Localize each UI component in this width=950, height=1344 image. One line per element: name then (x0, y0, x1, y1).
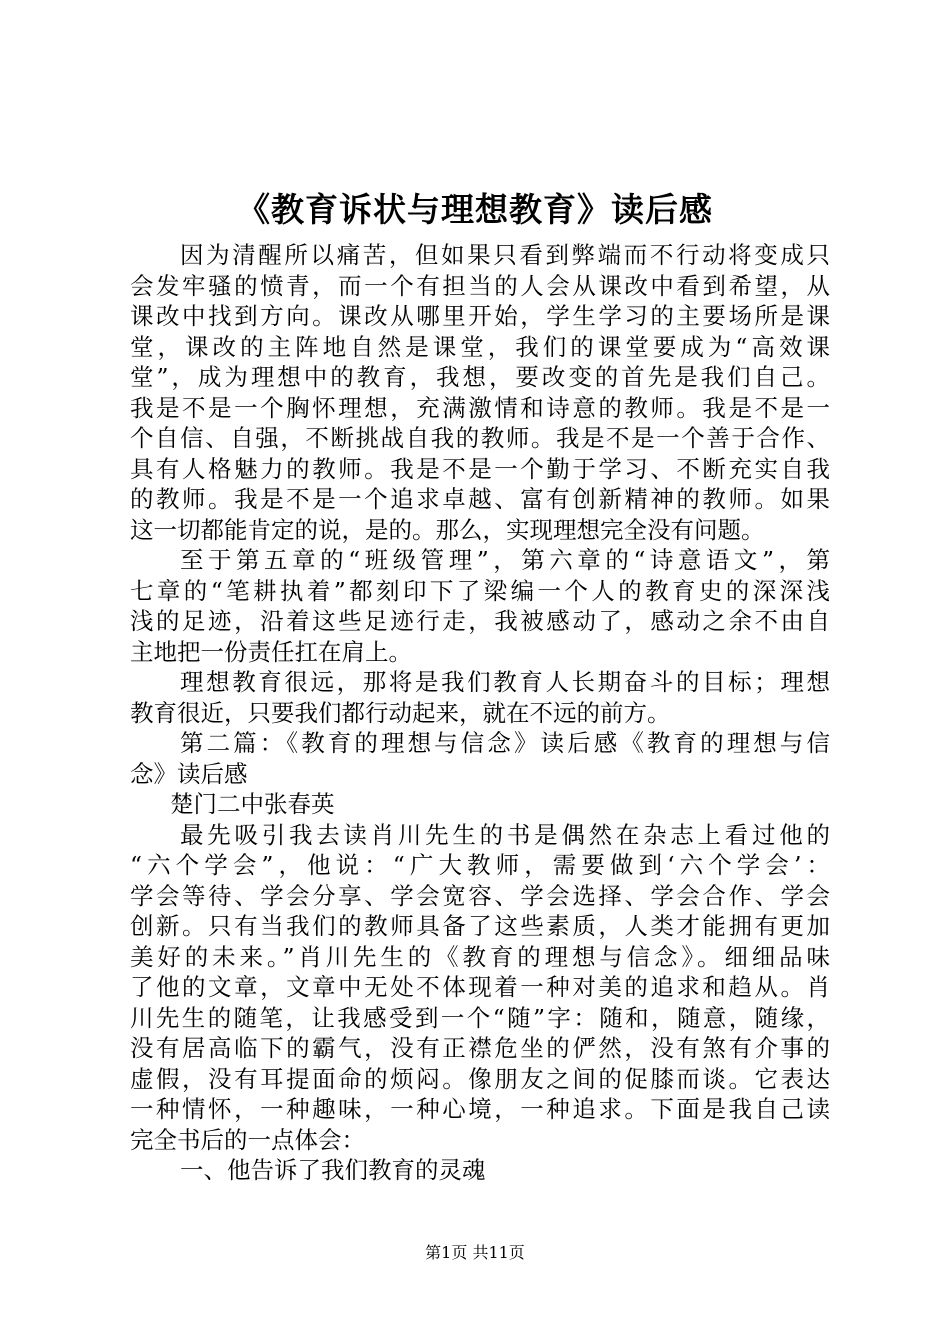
paragraph-line: 教育很近，只要我们都行动起来，就在不远的前方。 (130, 698, 671, 727)
document-body (130, 240, 830, 1186)
paragraph-line: 这一切都能肯定的说，是的。那么，实现理想完全没有问题。 (130, 515, 765, 544)
paragraph-line: 学会等待、学会分享、学会宽容、学会选择、学会合作、学会 (130, 881, 830, 910)
paragraph-line: 课改中找到方向。课改从哪里开始，学生学习的主要场所是课 (130, 302, 830, 330)
paragraph-line: 堂”，成为理想中的教育，我想，要改变的首先是我们自己。 (130, 363, 830, 391)
author-line: 楚门二中张春英 (170, 790, 335, 818)
paragraph-line: 美好的未来。”肖川先生的《教育的理想与信念》。细细品味 (130, 942, 830, 971)
paragraph-line: 因为清醒所以痛苦，但如果只看到弊端而不行动将变成只 (180, 241, 830, 269)
paragraph-line: 没有居高临下的霸气，没有正襟危坐的俨然，没有煞有介事的 (130, 1034, 830, 1062)
paragraph-line: 浅的足迹，沿着这些足迹行走，我被感动了，感动之余不由自 (130, 607, 830, 635)
paragraph-line: 堂，课改的主阵地自然是课堂，我们的课堂要成为“高效课 (130, 332, 830, 361)
document-title: 《教育诉状与理想教育》读后感 (237, 190, 713, 229)
paragraph-line: 的教师。我是不是一个追求卓越、富有创新精神的教师。如果 (130, 485, 830, 513)
second-article-heading: 第二篇：《教育的理想与信念》读后感《教育的理想与信 (180, 729, 830, 757)
paragraph-line: 个自信、自强，不断挑战自我的教师。我是不是一个善于合作、 (130, 424, 830, 452)
paragraph-line: 最先吸引我去读肖川先生的书是偶然在杂志上看过他的 (180, 820, 830, 849)
second-article-heading: 念》读后感 (130, 759, 248, 788)
paragraph-line: 川先生的随笔，让我感受到一个“随”字：随和，随意，随缘， (130, 1003, 830, 1032)
paragraph-line: 理想教育很远，那将是我们教育人长期奋斗的目标；理想 (180, 668, 830, 696)
paragraph-line: 创新。只有当我们的教师具备了这些素质，人类才能拥有更加 (130, 912, 830, 940)
paragraph-line: 虚假，没有耳提面命的烦闷。像朋友之间的促膝而谈。它表达 (130, 1064, 830, 1093)
section-heading: 一、他告诉了我们教育的灵魂 (180, 1156, 486, 1184)
paragraph-line: 主地把一份责任扛在肩上。 (130, 637, 412, 666)
paragraph-line: 一种情怀，一种趣味，一种心境，一种追求。下面是我自己读 (130, 1095, 830, 1123)
page-footer: 第1页 共11页 (425, 1243, 525, 1262)
paragraph-line: 至于第五章的“班级管理”，第六章的“诗意语文”，第 (180, 546, 830, 574)
paragraph-line: 会发牢骚的愤青，而一个有担当的人会从课改中看到希望，从 (130, 271, 830, 300)
paragraph-line: 我是不是一个胸怀理想，充满激情和诗意的教师。我是不是一 (130, 393, 830, 422)
paragraph-line: “六个学会”，他说：“广大教师，需要做到‘六个学会’： (130, 851, 830, 879)
paragraph-line: 了他的文章，文章中无处不体现着一种对美的追求和趋从。肖 (130, 973, 830, 1001)
paragraph-line: 具有人格魅力的教师。我是不是一个勤于学习、不断充实自我 (130, 454, 830, 483)
paragraph-line: 完全书后的一点体会： (130, 1125, 365, 1154)
paragraph-line: 七章的“笔耕执着”都刻印下了梁编一个人的教育史的深深浅 (130, 576, 830, 605)
